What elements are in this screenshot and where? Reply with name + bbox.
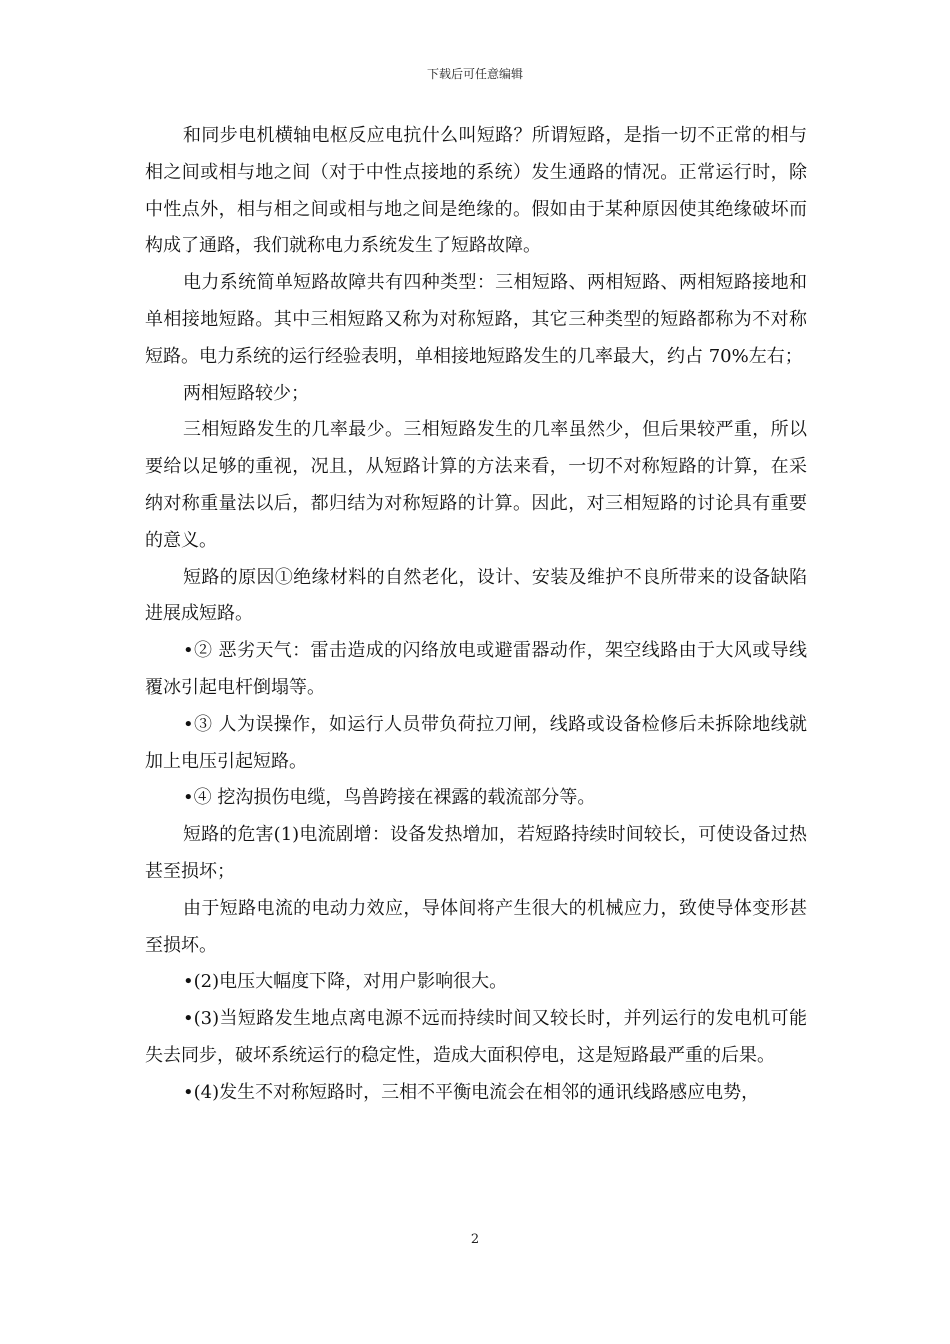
paragraph-fault-types: 电力系统简单短路故障共有四种类型：三相短路、两相短路、两相短路接地和单相接地短路。其中三相短路又称为对称短路，其它三种类型的短路都称为不对称短路。电力系统的运行经验表明，单相接地短路发生的几率最大，约占 70%左右； [145,272,807,367]
paragraph-cause-2: •② 恶劣天气：雷击造成的闪络放电或避雷器动作，架空线路由于大风或导线覆冰引起电杆倒塌等。 [145,640,807,698]
paragraph-three-phase: 三相短路发生的几率最少。三相短路发生的几率虽然少，但后果较严重，所以要给以足够的重视，况且，从短路计算的方法来看，一切不对称短路的计算，在采纳对称重量法以后，都归结为对称短路的计算。因此，对三相短路的讨论具有重要的意义。 [145,419,807,551]
paragraph-cause-4: •④ 挖沟损伤电缆，鸟兽跨接在裸露的载流部分等。 [183,787,596,809]
page-header: 下载后可任意编辑 [426,67,523,81]
paragraph-harm-2: •(2)电压大幅度下降，对用户影响很大。 [183,971,508,993]
paragraph-harm-1-cont: 由于短路电流的电动力效应，导体间将产生很大的机械应力，致使导体变形甚至损坏。 [145,897,807,956]
paragraph-short-circuit-definition: 和同步电机横轴电枢反应电抗什么叫短路？所谓短路，是指一切不正常的相与相之间或相与地之间（对于中性点接地的系统）发生通路的情况。正常运行时，除中性点外，相与相之间或相与地之间是绝缘的。假如由于某种原因使其绝缘破坏而构成了通路，我们就称电力系统发生了短路故障。 [145,125,807,257]
paragraph-harm-4: •(4)发生不对称短路时，三相不平衡电流会在相邻的通讯线路感应电势， [183,1081,760,1103]
paragraph-two-phase: 两相短路较少； [183,382,309,404]
paragraph-cause-1: 短路的原因①绝缘材料的自然老化，设计、安装及维护不良所带来的设备缺陷进展成短路。 [145,566,807,625]
paragraph-harm-1: 短路的危害(1)电流剧增：设备发热增加，若短路持续时间较长，可使设备过热甚至损坏； [145,824,807,882]
paragraph-cause-3: •③ 人为误操作，如运行人员带负荷拉刀闸，线路或设备检修后未拆除地线就加上电压引起短路。 [145,713,807,772]
document-body [145,118,807,1112]
paragraph-harm-3: •(3)当短路发生地点离电源不远而持续时间又较长时，并列运行的发电机可能失去同步，破坏系统运行的稳定性，造成大面积停电，这是短路最严重的后果。 [145,1008,807,1066]
page-number: 2 [470,1232,480,1247]
